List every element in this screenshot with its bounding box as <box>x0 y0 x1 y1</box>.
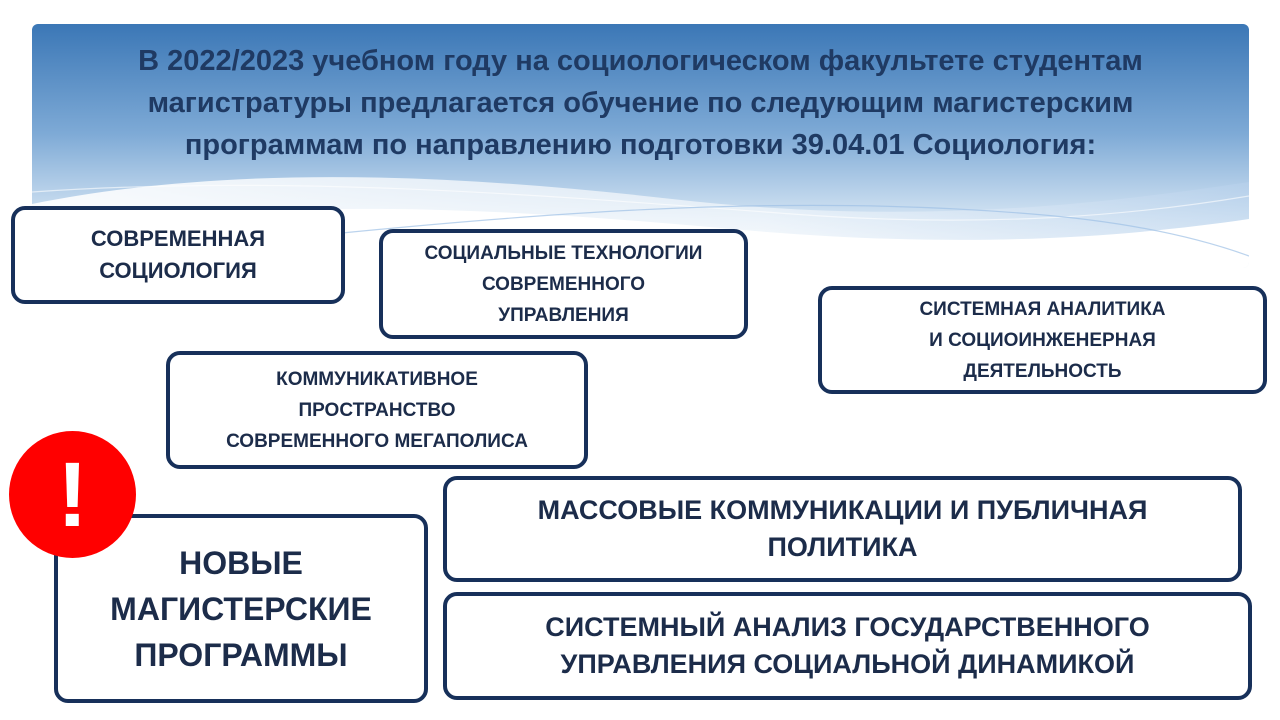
program-line: СОВРЕМЕННАЯ <box>90 226 266 251</box>
program-line: МАССОВЫЕ КОММУНИКАЦИИ И ПУБЛИЧНАЯ <box>537 495 1148 525</box>
program-line: СОЦИАЛЬНЫЕ ТЕХНОЛОГИИ <box>424 242 703 264</box>
program-line: ПОЛИТИКА <box>767 532 918 562</box>
exclamation-alert-icon <box>9 431 136 558</box>
program-line: ДЕЯТЕЛЬНОСТЬ <box>963 360 1122 382</box>
program-line: СОВРЕМЕННОГО <box>481 273 646 295</box>
program-line: СОЦИОЛОГИЯ <box>99 258 257 283</box>
program-line: КОММУНИКАТИВНОЕ <box>276 368 478 390</box>
program-line: УПРАВЛЕНИЯ <box>498 304 629 326</box>
program-box-sovremennaya-sociologiya <box>11 206 345 304</box>
title-line: В 2022/2023 учебном году на социологическом факультете студентам <box>138 45 1143 77</box>
program-box-sistemnaya-analitika <box>818 286 1267 394</box>
program-box-sistemnyi-analiz <box>443 592 1252 700</box>
new-programs-line: НОВЫЕ <box>179 544 303 581</box>
program-line: СИСТЕМНЫЙ АНАЛИЗ ГОСУДАРСТВЕННОГО <box>545 612 1150 642</box>
program-line: СОВРЕМЕННОГО МЕГАПОЛИСА <box>226 430 528 452</box>
program-box-massovye-kommunikacii <box>443 476 1242 582</box>
program-line: СИСТЕМНАЯ АНАЛИТИКА <box>919 298 1166 320</box>
exclamation-mark: ! <box>57 443 88 546</box>
title-line: программам по направлению подготовки 39.04.01 Социология: <box>184 129 1097 161</box>
program-box-socialnye-tehnologii <box>379 229 748 339</box>
new-programs-line: МАГИСТЕРСКИЕ <box>110 590 372 627</box>
program-line: И СОЦИОИНЖЕНЕРНАЯ <box>929 329 1156 351</box>
program-box-kommunikativnoe-prostranstvo <box>166 351 588 469</box>
program-line: УПРАВЛЕНИЯ СОЦИАЛЬНОЙ ДИНАМИКОЙ <box>560 649 1135 679</box>
new-programs-line: ПРОГРАММЫ <box>134 636 348 673</box>
page-title <box>32 40 1249 166</box>
title-line: магистратуры предлагается обучение по следующим магистерским <box>147 87 1134 119</box>
program-line: ПРОСТРАНСТВО <box>298 399 456 421</box>
